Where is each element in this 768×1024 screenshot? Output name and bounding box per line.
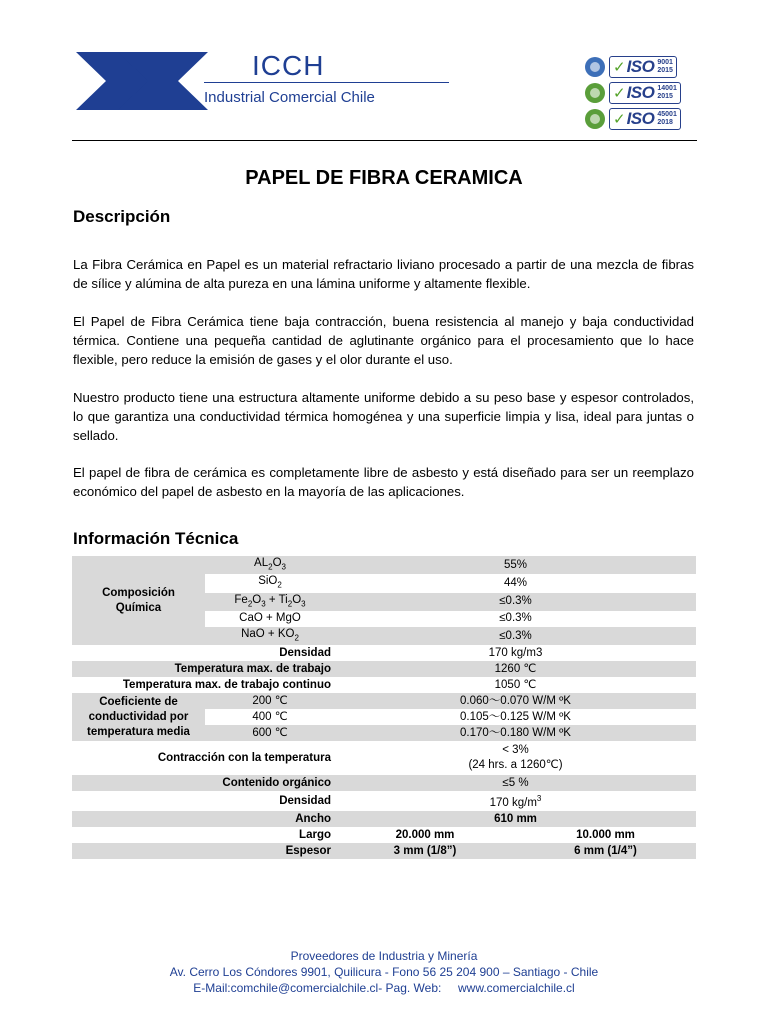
conductivity-temp: 400 ℃ [252, 710, 288, 723]
iso-9001-badge [585, 54, 697, 80]
property-label: Espesor [72, 843, 335, 859]
icch-logo-mark [74, 50, 214, 112]
iso-certifications [585, 54, 697, 132]
iso-badge [609, 108, 681, 130]
check-icon: ✓ [613, 59, 626, 76]
check-icon: ✓ [613, 111, 626, 128]
table-row [72, 843, 696, 859]
composition-value: 55% [335, 556, 696, 574]
header-divider [72, 140, 697, 141]
brand-divider [204, 82, 449, 83]
iso-word: ISO [626, 57, 655, 76]
property-label: Densidad [279, 646, 331, 659]
table-row [72, 791, 696, 811]
tech-info-heading: Información Técnica [73, 529, 239, 548]
iso-word: ISO [626, 83, 655, 102]
environment-seal-icon [585, 83, 605, 103]
brand-subtitle: Industrial Comercial Chile [204, 89, 375, 106]
description-paragraph: La Fibra Cerámica en Papel es un material refractario liviano procesado a partir de una mezcla de fibras de sílice y alúmina de alta pureza en una lámina uniforme y altamente flexible. [73, 257, 694, 291]
description-paragraph: El Papel de Fibra Cerámica tiene baja contracción, buena resistencia al manejo y baja conductividad térmica. Contiene una pequeña cantidad de aglutinante orgánico para el procesamiento que lo hace flexible, pero reduce la emisión de gases y el olor durante el uso. [73, 314, 694, 367]
safety-seal-icon [585, 109, 605, 129]
property-label: Contenido orgánico [72, 775, 335, 791]
property-value: 170 kg/m3 [488, 646, 543, 659]
property-value: 6 mm (1/4”) [515, 843, 696, 859]
property-label: Largo [299, 828, 331, 841]
page-footer [0, 948, 768, 996]
quality-seal-icon [585, 57, 605, 77]
iso-badge [609, 56, 677, 78]
property-label: Ancho [72, 811, 335, 827]
table-row [72, 827, 696, 843]
property-label: Densidad [279, 794, 331, 807]
table-row [72, 645, 696, 661]
property-value: < 3% (24 hrs. a 1260℃) [468, 744, 563, 772]
table-row [72, 677, 696, 693]
table-row [72, 693, 696, 709]
brand-name: ICCH [252, 50, 325, 81]
conductivity-value: 0.170～0.180 W/M ºK [335, 725, 696, 741]
compound-fe2o3-ti2o3: $Fe_2O_3 + Ti_2O_3$ [205, 593, 335, 611]
property-label: Temperatura max. de trabajo continuo [122, 678, 331, 691]
table-row [72, 661, 696, 677]
property-value: 170 $kg/m^3$ [489, 794, 542, 810]
document-title: PAPEL DE FIBRA CERAMICA [245, 167, 523, 189]
technical-table [72, 556, 696, 859]
composition-value: 44% [503, 576, 528, 589]
description-paragraph: Nuestro producto tiene una estructura altamente uniforme debido a su peso base y espesor controlados, lo que garantiza una conductividad térmica homogénea y una superficie limpia y lisa, ideal para juntas o sellado. [73, 390, 694, 443]
iso-year: 2015 [657, 67, 673, 74]
table-row [72, 741, 696, 775]
compound-cao-mgo: CaO + MgO [239, 612, 301, 625]
table-row [72, 556, 696, 574]
check-icon: ✓ [613, 85, 626, 102]
iso-standard: 14001 [657, 85, 677, 92]
conductivity-temp: 200 ℃ [205, 693, 335, 709]
property-value: 1050 ℃ [494, 678, 537, 691]
compound-sio2: SiO$_2$ [258, 575, 282, 590]
property-value: 10.000 mm [576, 828, 635, 841]
description-heading: Descripción [73, 207, 171, 226]
description-paragraph: El papel de fibra de cerámica es completamente libre de asbesto y está diseñado para ser un reemplazo económico del papel de asbesto en la mayoría de las aplicaciones. [73, 465, 694, 499]
property-label: Contracción con la temperatura [157, 751, 331, 764]
conductivity-label: Coeficiente de conductividad por temperatura media [72, 693, 205, 741]
table-row [72, 775, 696, 791]
iso-badge [609, 82, 681, 104]
page-header [72, 30, 697, 140]
footer-tagline: Proveedores de Industria y Minería [290, 949, 478, 963]
composition-label: Composición Química [72, 556, 205, 645]
composition-value: ≤0.3% [335, 627, 696, 645]
iso-word: ISO [626, 109, 655, 128]
conductivity-value: 0.060～0.070 W/M ºK [335, 693, 696, 709]
property-value: 610 mm [335, 811, 696, 827]
footer-address: Av. Cerro Los Cóndores 9901, Quilicura - Fono 56 25 204 900 – Santiago - Chile [169, 965, 599, 979]
iso-45001-badge [585, 106, 697, 132]
property-value: 1260 ℃ [335, 661, 696, 677]
table-row [72, 811, 696, 827]
iso-year: 2015 [657, 93, 673, 100]
composition-value: ≤0.3% [499, 612, 532, 625]
iso-standard: 9001 [657, 59, 673, 66]
composition-value: ≤0.3% [335, 593, 696, 611]
compound-nao-ko2: NaO + $KO_2$ [205, 627, 335, 645]
conductivity-value: 0.105～0.125 W/M ºK [460, 710, 571, 723]
property-value: 20.000 mm [395, 828, 455, 841]
footer-contact: E-Mail:comchile@comercialchile.cl- Pag. Web: www.comercialchile.cl [193, 981, 575, 995]
iso-standard: 45001 [657, 111, 677, 118]
property-label: Temperatura max. de trabajo [72, 661, 335, 677]
iso-year: 2018 [657, 119, 673, 126]
property-value: 3 mm (1/8”) [335, 843, 515, 859]
conductivity-temp: 600 ℃ [205, 725, 335, 741]
compound-al2o3: $AL_2O_3$ [205, 556, 335, 574]
property-value: ≤5 % [335, 775, 696, 791]
iso-14001-badge [585, 80, 697, 106]
